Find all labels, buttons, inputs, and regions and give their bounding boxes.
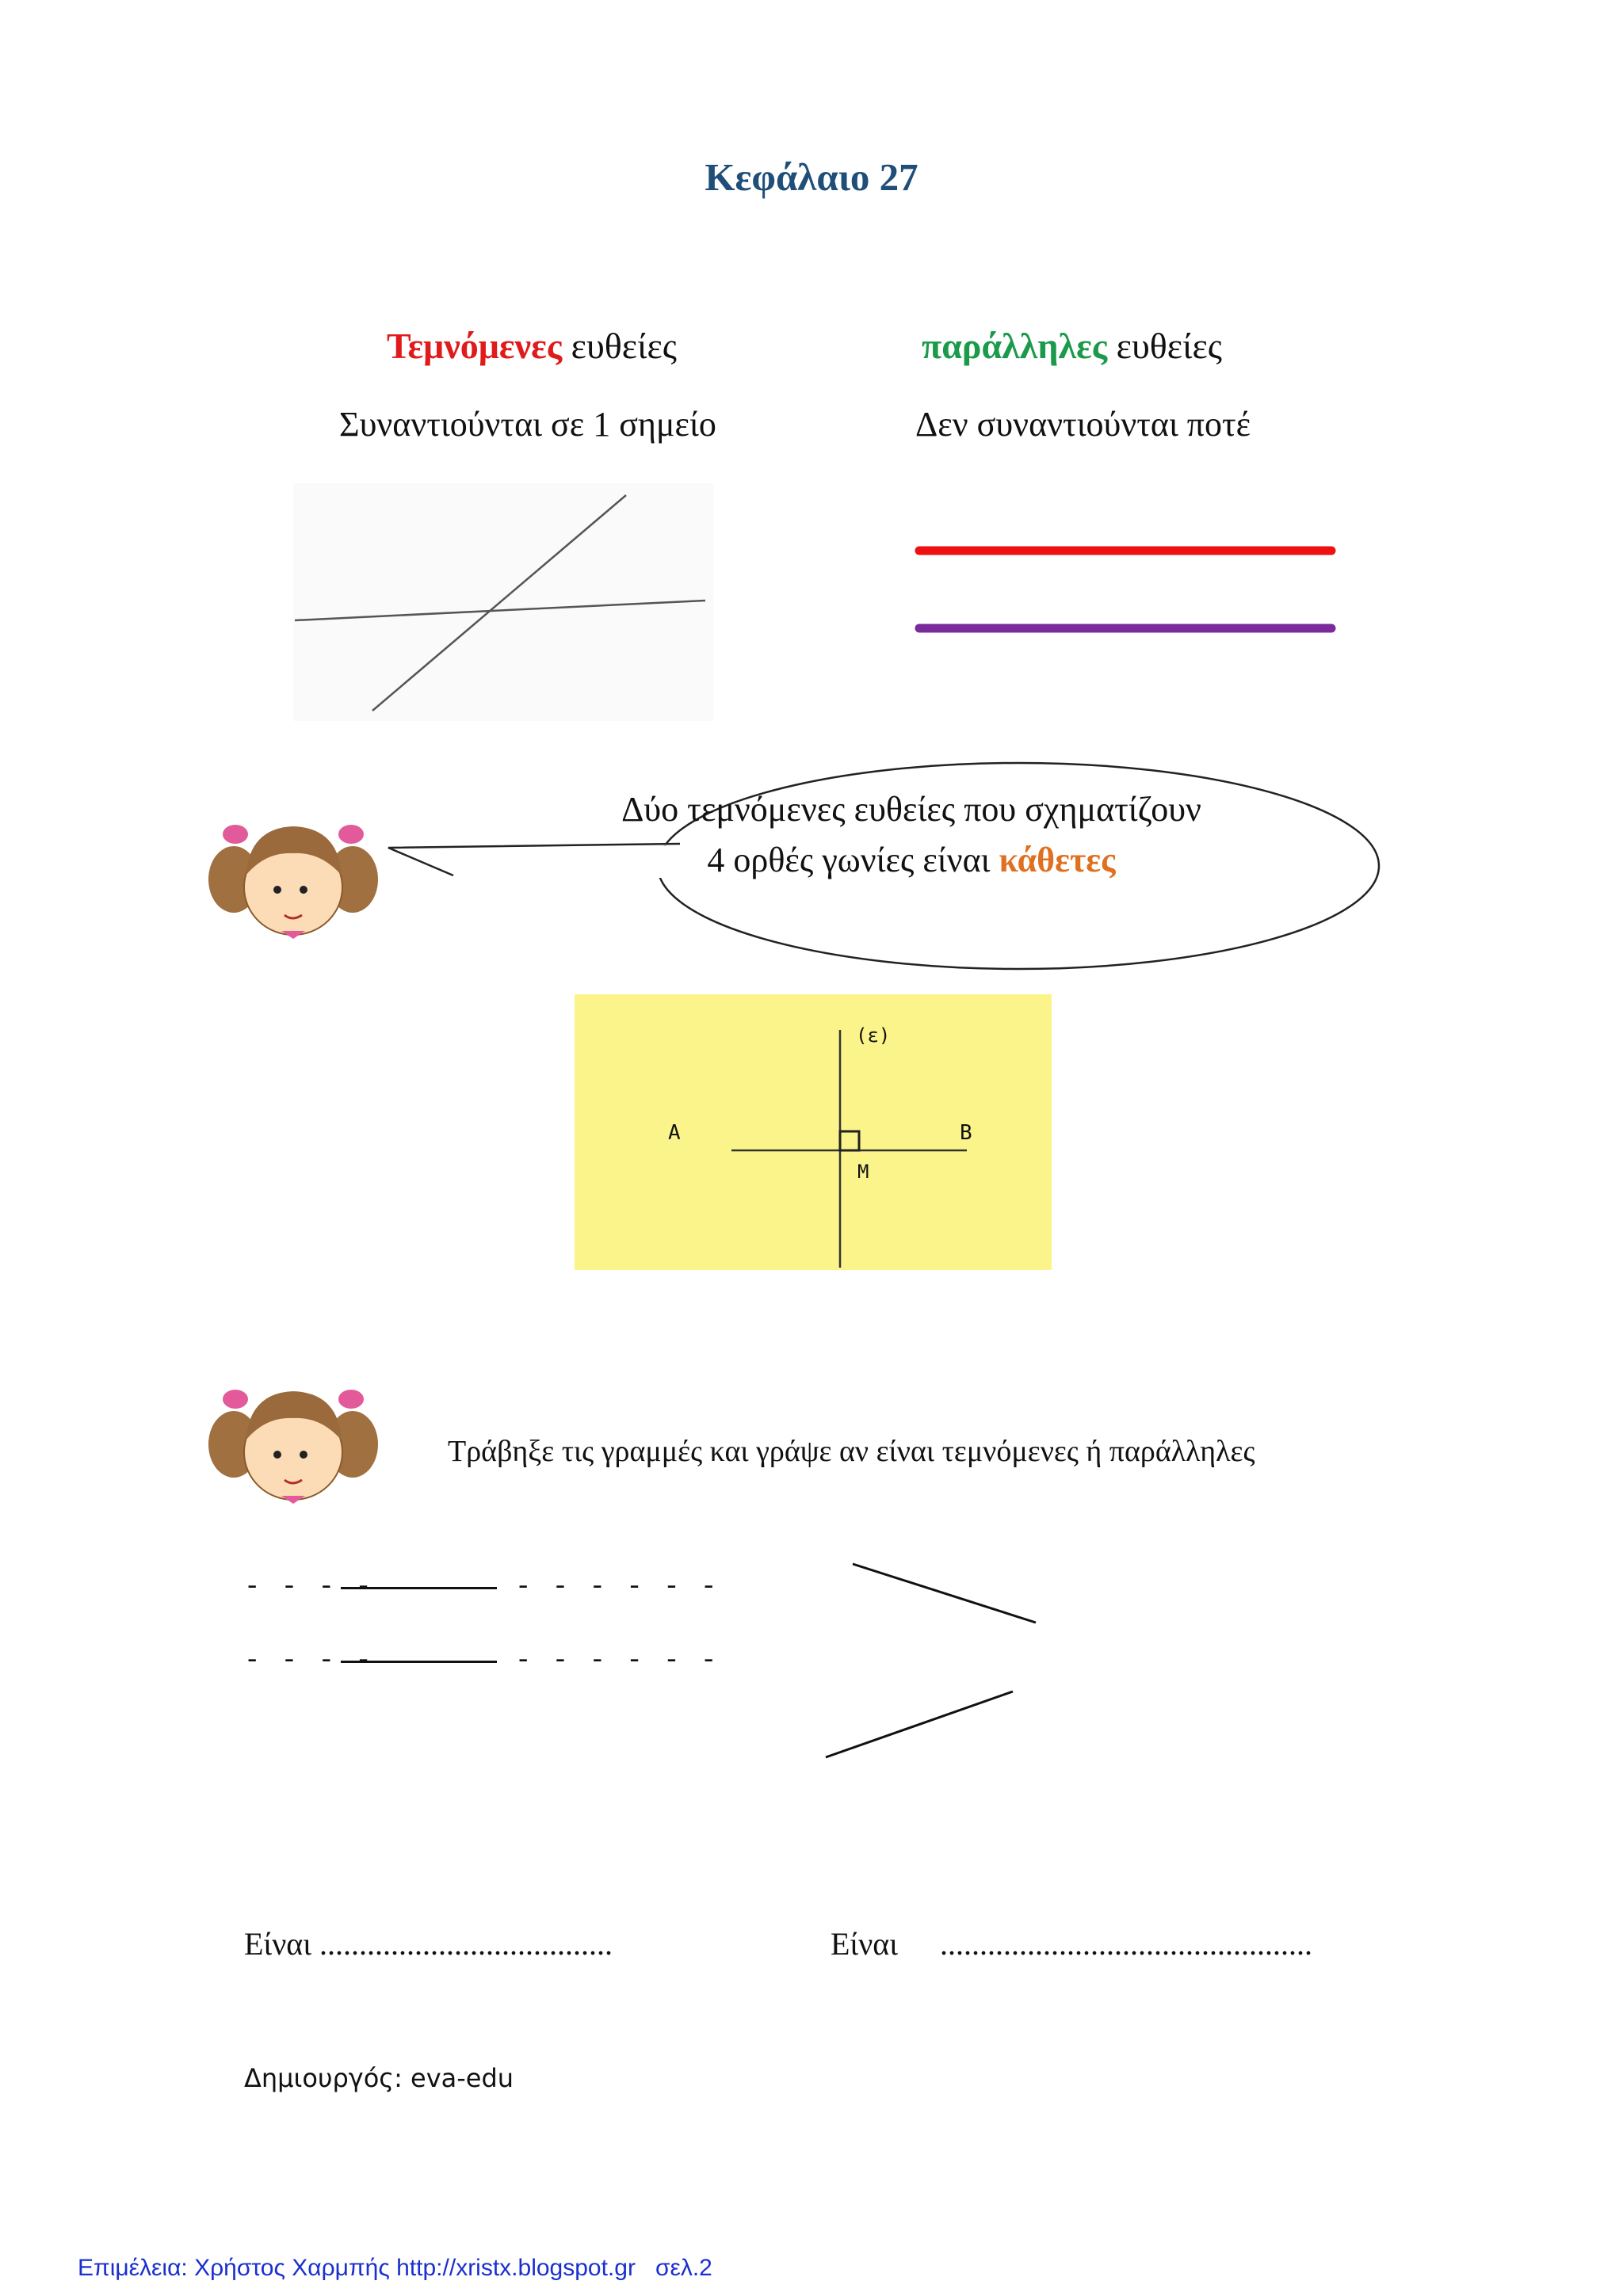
label-b: Β	[960, 1121, 972, 1145]
page-footer: Επιμέλεια: Χρήστος Χαρμπής http://xristx.blogspot.gr σελ.2	[78, 2255, 712, 2281]
intersecting-highlight: Τεμνόμενες	[387, 326, 563, 366]
answer-right-dots[interactable]: ...............................................	[940, 1926, 1312, 1962]
bubble-line-1: Δύο τεμνόμενες ευθείες που σχηματίζουν	[621, 790, 1201, 829]
solid-segment-1	[341, 1587, 497, 1589]
converging-lines-figure	[816, 1553, 1070, 1767]
creator-credit: Δημιουργός: eva-edu	[244, 2063, 514, 2093]
parallel-rest: ευθείες	[1107, 326, 1222, 366]
parallel-description: Δεν συναντιούνται ποτέ	[915, 405, 1251, 444]
bubble-line-2	[483, 835, 1339, 886]
intersecting-heading	[387, 325, 677, 367]
answer-left[interactable]: Είναι .....................................	[244, 1926, 613, 1962]
intersecting-lines-figure	[293, 483, 713, 721]
bubble-line-2-text: 4 ορθές γωνίες είναι	[707, 841, 999, 879]
bubble-text	[483, 784, 1339, 886]
exercise-instruction: Τράβηξε τις γραμμές και γράψε αν είναι τεμνόμενες ή παράλληλες	[448, 1435, 1255, 1468]
intersecting-description: Συναντιούνται σε 1 σημείο	[339, 405, 716, 444]
answer-right-label: Είναι	[831, 1926, 898, 1962]
converging-line-2	[826, 1691, 1013, 1757]
parallel-heading	[922, 325, 1222, 367]
bubble-highlight: κάθετες	[999, 841, 1116, 879]
page-title: Κεφάλαιο 27	[705, 155, 918, 199]
perpendicular-figure	[575, 994, 1052, 1270]
label-e: (ε)	[856, 1024, 891, 1047]
dashes-right-2: - - - - - -	[515, 1646, 720, 1676]
parallel-lines-figure	[911, 539, 1339, 634]
dashes-left-2: - - - -	[244, 1646, 374, 1676]
parallel-highlight: παράλληλες	[922, 326, 1108, 366]
dashes-right-1: - - - - - -	[515, 1573, 720, 1603]
intersecting-rest: ευθείες	[562, 326, 677, 366]
label-a: Α	[668, 1121, 681, 1145]
girl-avatar-icon-2	[202, 1377, 384, 1508]
right-angle-mark	[840, 1131, 859, 1150]
solid-segment-2	[341, 1661, 497, 1663]
converging-line-1	[853, 1564, 1036, 1623]
girl-avatar-icon	[202, 812, 384, 943]
label-m: Μ	[857, 1161, 869, 1183]
dashes-left-1: - - - -	[244, 1573, 374, 1603]
